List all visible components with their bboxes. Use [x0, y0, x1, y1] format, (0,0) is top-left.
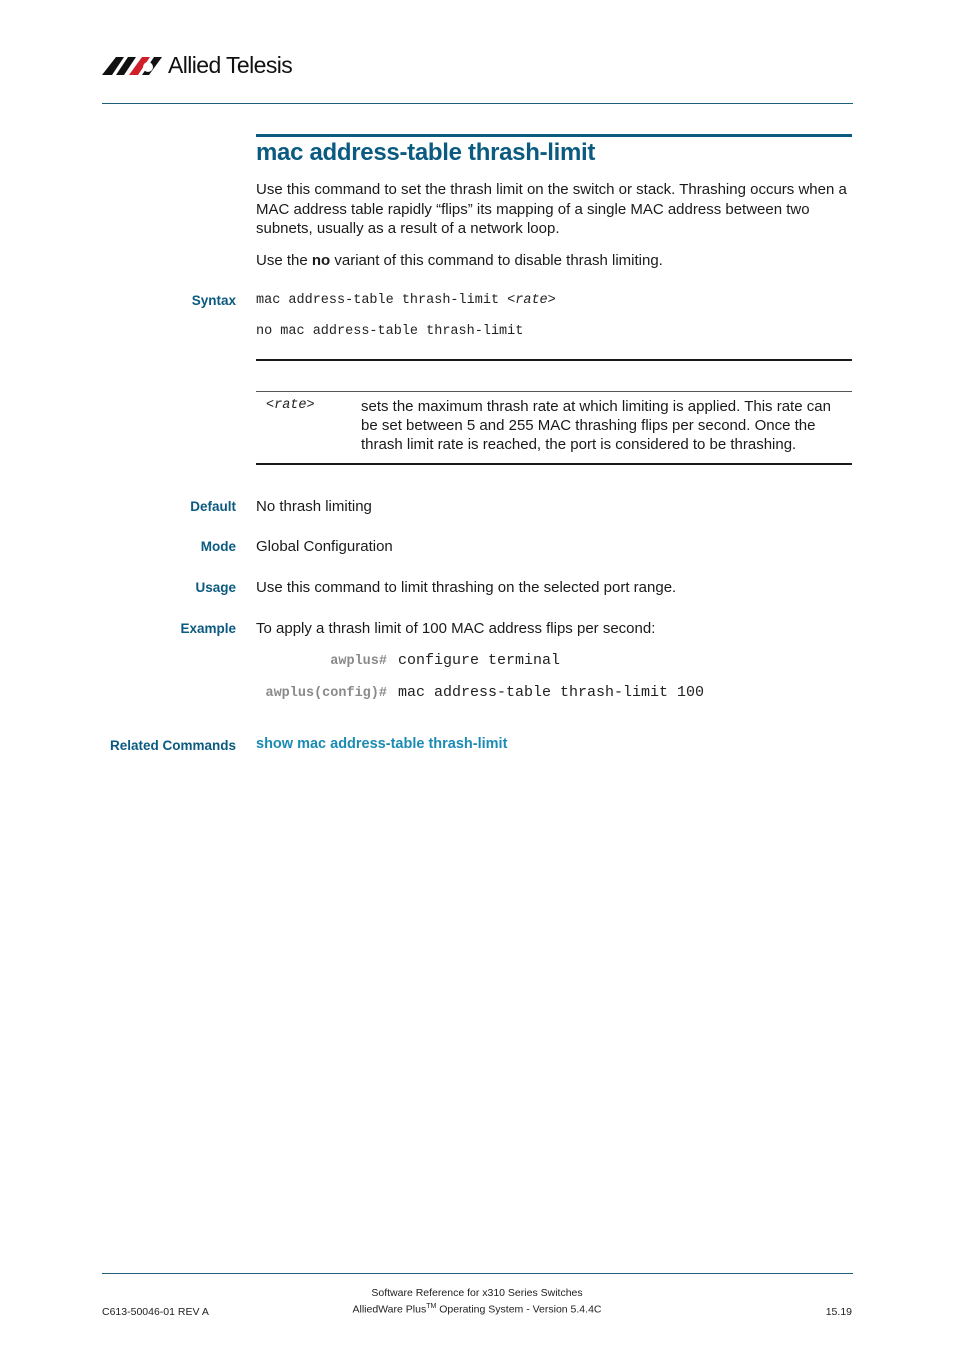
usage-text: Use this command to limit thrashing on the selected port range. — [256, 579, 677, 596]
default-text: No thrash limiting — [256, 498, 372, 515]
syntax-param-rate: rate — [515, 293, 548, 308]
mode-text: Global Configuration — [256, 538, 393, 555]
param-description-rate: sets the maximum thrash rate at which limiting is applied. This rate can be set between 5 and 255 MAC thrashing flips per second. Once the thrash limit rate is reached, the port is considered to be thrashing. — [361, 398, 831, 453]
example-command-2: mac address-table thrash-limit 100 — [398, 684, 705, 701]
example-prompt-2: awplus(config)# — [265, 686, 387, 701]
param-table-header-rule — [256, 391, 852, 392]
example-text: To apply a thrash limit of 100 MAC address flips per second: — [256, 620, 656, 637]
default-label: Default — [190, 499, 236, 514]
command-description: Use this command to set the thrash limit on the switch or stack. Thrashing occurs when a MAC address table rapidly “flips” its mapping of a single MAC address between two subnets, usually as a result of a network loop. — [256, 181, 847, 237]
footer-os-version: AlliedWare Plus™ Operating System - Version 5.4.4C — [352, 1303, 602, 1316]
param-name-rate: <rate> — [266, 398, 315, 413]
header-divider — [102, 103, 853, 104]
no-variant-note: Use the no variant of this command to disable thrash limiting. — [256, 252, 663, 269]
related-command-link[interactable]: show mac address-table thrash-limit — [256, 736, 508, 752]
example-prompt-1: awplus# — [330, 654, 387, 669]
company-logo — [102, 52, 292, 78]
footer-doc-id: C613-50046-01 REV A — [102, 1306, 209, 1318]
param-table-bottom-rule — [256, 463, 852, 465]
example-command-1: configure terminal — [398, 652, 561, 669]
logo-text: Allied Telesis — [168, 51, 293, 78]
syntax-label: Syntax — [191, 293, 236, 308]
param-table-top-rule — [256, 359, 852, 361]
syntax-line-2: no mac address-table thrash-limit — [256, 324, 524, 339]
syntax-line-1: mac address-table thrash-limit <rate> — [256, 293, 556, 308]
usage-label: Usage — [195, 580, 236, 595]
allied-telesis-logo-icon — [102, 54, 164, 76]
footer-doc-title: Software Reference for x310 Series Switches — [371, 1287, 583, 1299]
footer-page-number: 15.19 — [825, 1306, 852, 1318]
page-title: mac address-table thrash-limit — [256, 139, 596, 166]
title-rule — [256, 134, 852, 137]
related-commands-label: Related Commands — [109, 738, 236, 753]
mode-label: Mode — [200, 539, 236, 554]
footer-divider — [102, 1273, 853, 1274]
example-label: Example — [180, 621, 236, 636]
no-keyword: no — [311, 252, 331, 269]
